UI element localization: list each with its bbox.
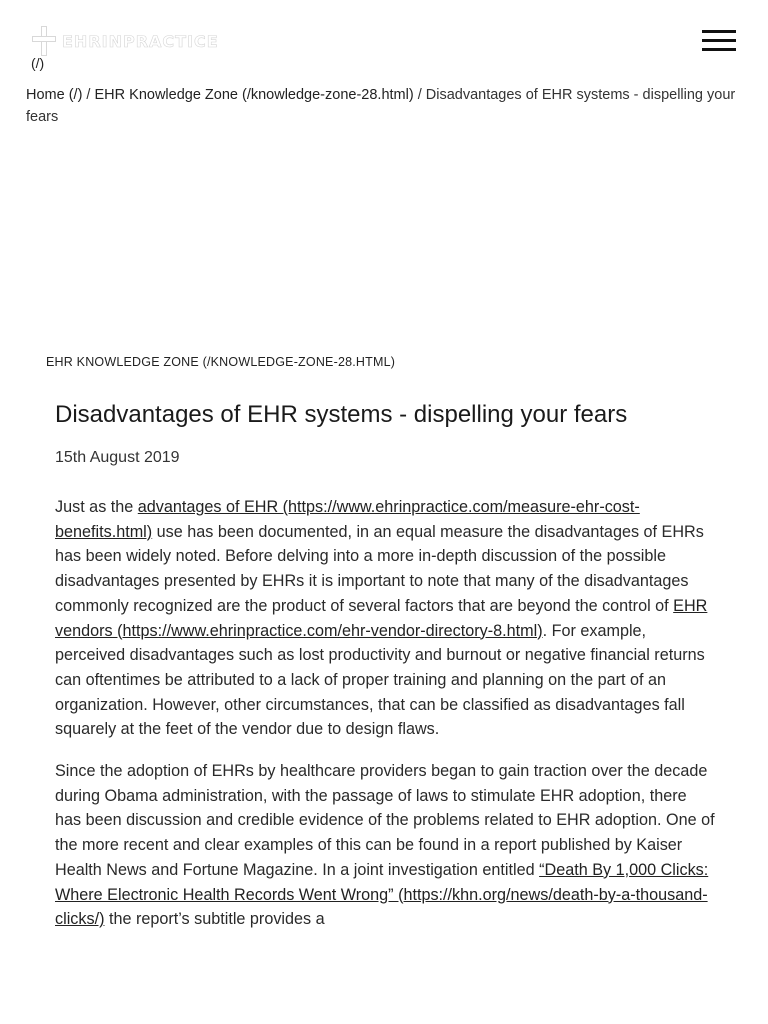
ehr-vendors-link[interactable]: EHR vendors (https://www.ehrinpractice.com/ehr-vendor-directory-8.html) — [55, 596, 708, 640]
paragraph-text: use has been documented, in an equal measure the disadvantages of EHRs has been widely noted. Before delving into a more in-depth discussion of the possible disadvantages presented by EHRs it is important to note that many of the disadvantages commonly recognized are the product of several factors that are beyond the control of — [55, 522, 704, 615]
advantages-of-ehr-link[interactable]: advantages of EHR (https://www.ehrinpractice.com/measure-ehr-cost-benefits.html) — [55, 498, 640, 541]
site-logo-link[interactable] — [30, 26, 219, 56]
breadcrumb — [26, 84, 746, 128]
logo-url-text[interactable]: (/) — [31, 55, 45, 71]
paragraph-1 — [55, 495, 717, 742]
breadcrumb-home-link[interactable]: Home (/) — [26, 87, 83, 103]
publish-date: 15th August 2019 — [55, 449, 180, 466]
site-header — [0, 0, 768, 80]
death-by-clicks-link[interactable]: “Death By 1,000 Clicks: Where Electronic Health Records Went Wrong” (https://khn.org/news/death-by-a-thousand-clicks/) — [55, 860, 709, 929]
page-title: Disadvantages of EHR systems - dispelling your fears — [55, 401, 628, 428]
article-body — [55, 495, 717, 949]
paragraph-2 — [55, 759, 717, 932]
paragraph-text: Since the adoption of EHRs by healthcare providers began to gain traction over the decade during Obama administration, with the passage of laws to stimulate EHR adoption, there has been discussion and credible evidence of the problems related to EHR adoption. One of the more recent and clear examples of this can be found in a report published by Kaiser Health News and Fortune Magazine. In a joint investigation entitled — [55, 762, 715, 879]
breadcrumb-separator: / — [82, 87, 95, 103]
paragraph-text: Just as the — [55, 498, 138, 516]
hamburger-menu-icon[interactable] — [702, 30, 736, 52]
breadcrumb-zone-link[interactable]: EHR Knowledge Zone (/knowledge-zone-28.html) — [94, 87, 414, 103]
category-link[interactable]: EHR KNOWLEDGE ZONE (/KNOWLEDGE-ZONE-28.HTML) — [46, 355, 396, 369]
paragraph-text: . For example, perceived disadvantages such as lost productivity and burnout or negative financial returns can oftentimes be attributed to a lack of proper training and planning on the part of an organization. However, other circumstances, that can be classified as disadvantages fall squarely at the feet of the vendor due to design flaws. — [55, 621, 705, 739]
medical-cross-icon — [30, 26, 58, 56]
logo-text: EHRINPRACTICE — [62, 31, 219, 51]
paragraph-text: the report’s subtitle provides a — [104, 910, 325, 929]
breadcrumb-current: Disadvantages of EHR systems - dispelling your fears — [26, 87, 736, 125]
breadcrumb-separator: / — [413, 87, 426, 103]
